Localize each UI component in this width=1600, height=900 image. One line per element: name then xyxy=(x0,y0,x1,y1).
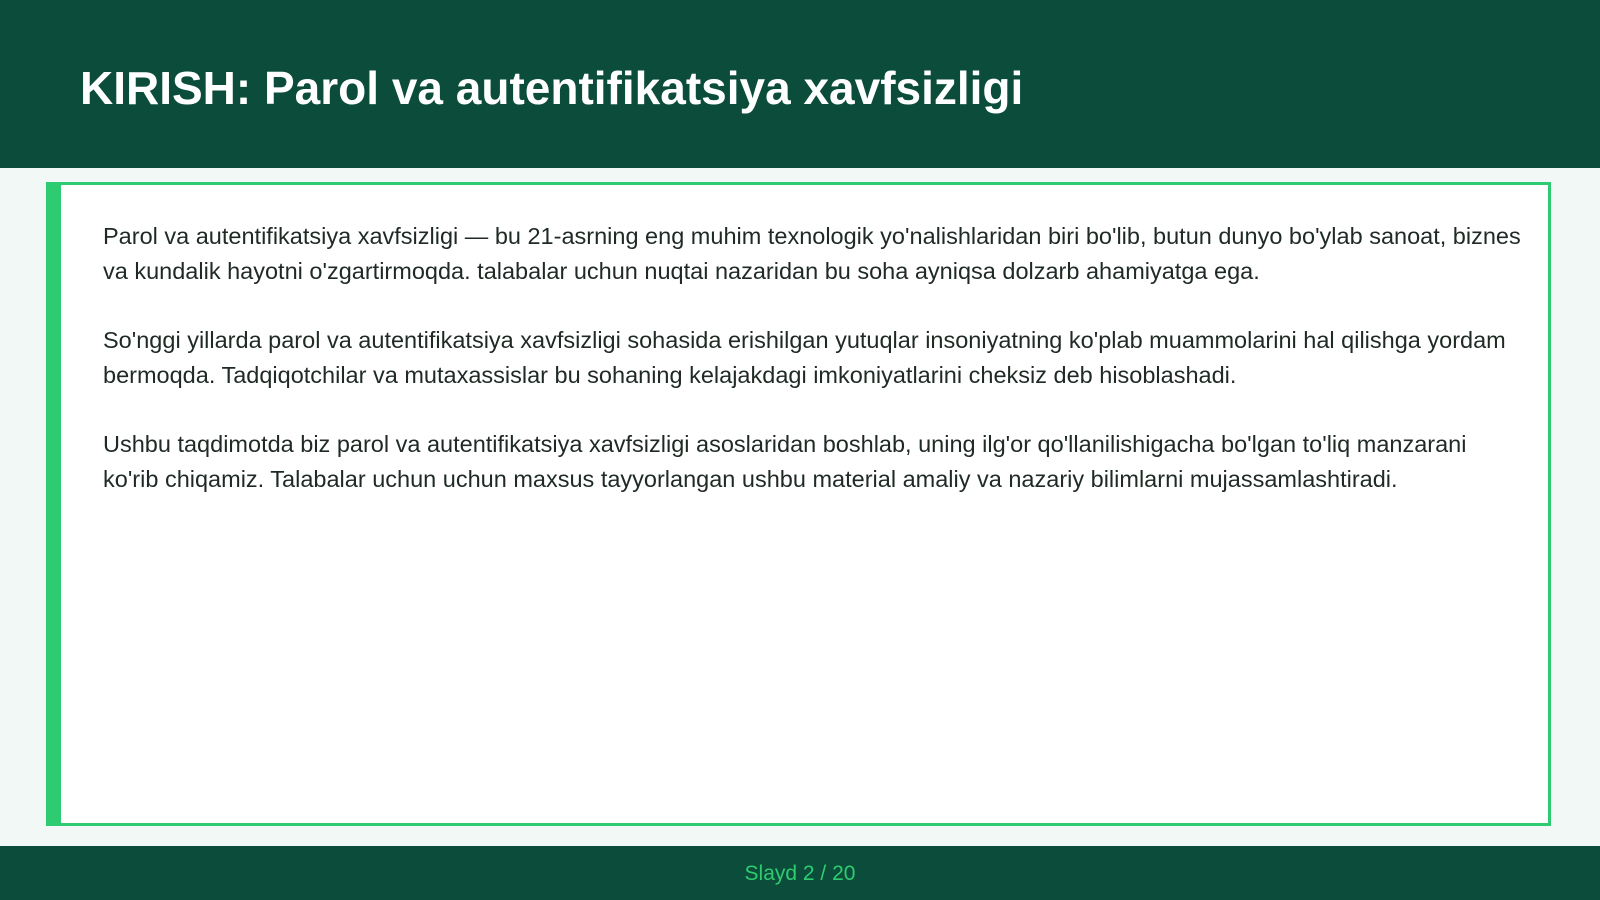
content-text xyxy=(103,219,1523,531)
intro-paragraph: Parol va autentifikatsiya xavfsizligi — bu 21-asrning eng muhim texnologik yo'nalishlaridan biri bo'lib, butun dunyo bo'ylab sanoat, biznes va kundalik hayotni o'zgartirmoqda. talabalar uchun nuqtai nazaridan bu soha ayniqsa dolzarb ahamiyatga ega. xyxy=(103,223,1521,284)
slide-header xyxy=(0,0,1600,168)
slide-title: KIRISH: Parol va autentifikatsiya xavfsizligi xyxy=(80,62,1024,114)
content-panel xyxy=(46,182,1551,826)
achievements-paragraph: So'nggi yillarda parol va autentifikatsiya xavfsizligi sohasida erishilgan yutuqlar insoniyatning ko'plab muammolarini hal qilishga yordam bermoqda. Tadqiqotchilar va mutaxassislar bu sohaning kelajakdagi imkoniyatlarini cheksiz deb hisoblashadi. xyxy=(103,327,1506,388)
slide-counter: Slayd 2 / 20 xyxy=(744,862,856,885)
overview-paragraph: Ushbu taqdimotda biz parol va autentifikatsiya xavfsizligi asoslaridan boshlab, uning ilg'or qo'llanilishigacha bo'lgan to'liq manzarani ko'rib chiqamiz. Talabalar uchun uchun maxsus tayyorlangan ushbu material amaliy va nazariy bilimlarni mujassamlashtiradi. xyxy=(103,431,1467,492)
slide-footer xyxy=(0,846,1600,900)
